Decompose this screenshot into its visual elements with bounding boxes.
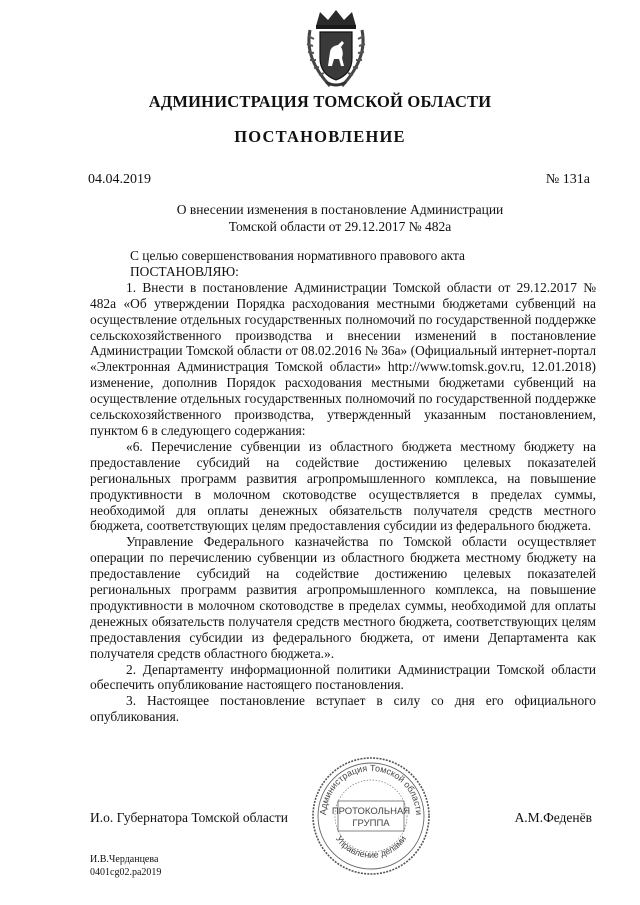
document-subject — [140, 201, 540, 235]
stamp-inner-line-2: ГРУППА — [352, 818, 390, 829]
document-kind: ПОСТАНОВЛЕНИЕ — [234, 127, 406, 146]
official-stamp — [310, 755, 432, 877]
subject-line-2: Томской области от 29.12.2017 № 482а — [228, 219, 452, 234]
organization-title: АДМИНИСТРАЦИЯ ТОМСКОЙ ОБЛАСТИ — [148, 92, 492, 111]
paragraph-5: 3. Настоящее постановление вступает в силу со дня его официального опубликования. — [90, 693, 596, 725]
executor-name: И.В.Черданцева — [90, 854, 159, 865]
stamp-outer-text: Администрация Томской области — [317, 762, 425, 816]
tomsk-coat-of-arms-icon — [300, 8, 372, 90]
stamp-inner-line-1: ПРОТОКОЛЬНАЯ — [331, 806, 411, 817]
paragraph-1: 1. Внести в постановление Администрации Томской области от 29.12.2017 № 482а «Об утверждении Порядка расходования местными бюджетами субвенций на осуществление отдельных государственных полномочий по государственной поддержке сельскохозяйственного производства и внесении изменений в постановление Администрации Томской области от 08.02.2016 № 36а» (Официальный интернет-портал «Электронная Администрация Томской области» http://www.tomsk.gov.ru, 12.01.2018) изменение, дополнив Порядок расходования местными бюджетами субвенций на осуществление отдельных государственных полномочий по государственной поддержке сельскохозяйственного производства, утвержденный указанным постановлением, пунктом 6 в следующего содержания: — [90, 279, 596, 438]
document-date: 04.04.2019 — [88, 172, 151, 187]
executor-block — [90, 853, 161, 879]
preamble: С целью совершенствования нормативного правового акта — [130, 248, 465, 263]
document-number: № 131а — [545, 172, 590, 187]
paragraph-4: 2. Департаменту информационной политики Администрации Томской области обеспечить опубликование настоящего постановления. — [90, 661, 596, 693]
signatory-name: А.М.Феденёв — [514, 810, 592, 825]
resolve-word: ПОСТАНОВЛЯЮ: — [130, 263, 239, 279]
paragraph-2: «6. Перечисление субвенции из областного бюджета местному бюджету на предоставление субсидий на содействие достижению целевых показателей региональных программ развития агропромышленного комплекса, на повышение продуктивности в молочном скотоводстве осуществляется в пределах суммы, необходимой для оплаты денежных обязательств получателя средств местного бюджета, соответствующих целям предоставления субсидии из федерального бюджета. — [90, 438, 596, 534]
signatory-role: И.о. Губернатора Томской области — [90, 810, 288, 825]
subject-line-1: О внесении изменения в постановление Администрации — [176, 202, 504, 217]
stamp-bottom-text: Управление делами — [333, 833, 409, 860]
paragraph-3: Управление Федерального казначейства по Томской области осуществляет операции по перечислению субвенции из областного бюджета местному бюджету на предоставление субсидий на содействие достижению целевых показателей региональных программ развития агропромышленного комплекса, на повышение продуктивности в молочном скотоводстве в пределах суммы, необходимой для оплаты денежных обязательств получателя средств местного бюджета, соответствующих целям предоставления субсидии из федерального бюджета, от имени Департамента как получателя средств областного бюджета.». — [90, 534, 596, 661]
executor-code: 0401cg02.ра2019 — [90, 867, 162, 878]
document-body — [90, 248, 596, 725]
